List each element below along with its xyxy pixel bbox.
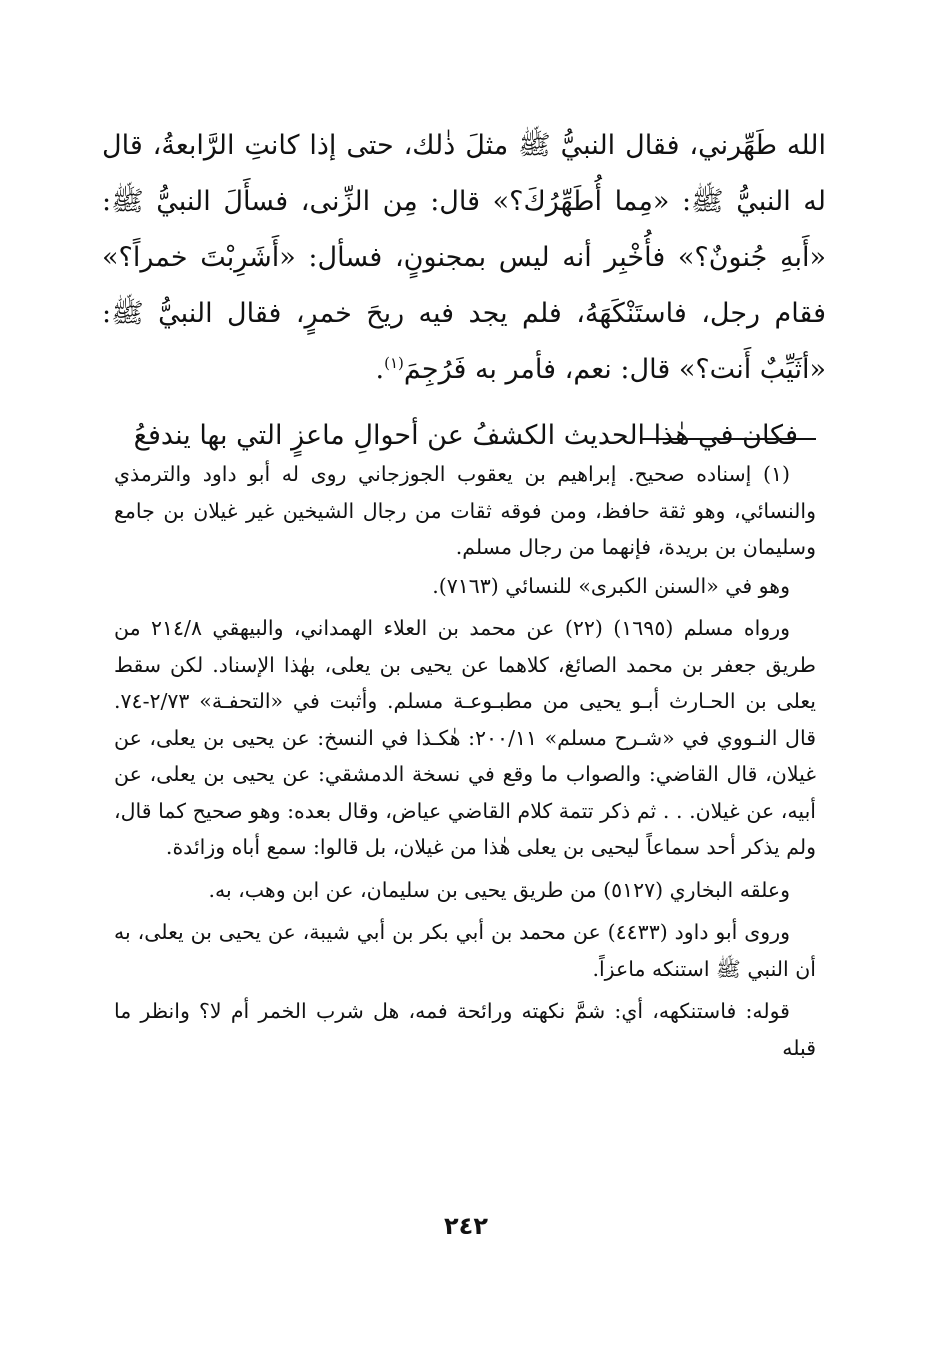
main-paragraph-1 (102, 118, 826, 398)
footnote-paragraph: ورواه مسلم (١٦٩٥) (٢٢) عن محمد بن العلاء الهمداني، والبيهقي ٢١٤/٨ من طريق جعفر بن محمد الصائغ، كلاهما عن يحيى بن يعلى، بهٰذا الإسناد. لكن سقط يعلى بن الحـارث أبـو يحيى من مطبـوعـة مسلم. وأثبت في «التحفـة» ٢/٧٣-٧٤. قال النـووي في «شـرح مسلم» ٢٠٠/١١: هٰكـذا في النسخ: عن يحيى بن يعلى، عن غيلان، قال القاضي: والصواب ما وقع في نسخة الدمشقي: عن يحيى بن يعلى، عن أبيه، عن غيلان. . . ثم ذكر تتمة كلام القاضي عياض، وقال بعده: وهو صحيح كما قال، ولم يذكر أحد سماعاً ليحيى بن يعلى هٰذا من غيلان، بل قالوا: سمع أباه وزائدة. (114, 616, 817, 859)
footnote-paragraph: وروى أبو داود (٤٤٣٣) عن محمد بن أبي بكر بن أبي شيبة، عن يحيى بن يعلى، به أن النبي ﷺ استنكه ماعزاً. (114, 920, 816, 981)
main-paragraph-2: فكان في هٰذا الحديث الكشفُ عن أحوالِ ماعزٍ التي بها يندفعُ (133, 420, 798, 451)
main-paragraph-1-text: الله طَهِّرني، فقال النبيُّ ﷺ مثلَ ذٰلك، حتى إذا كانتِ الرَّابعةُ، قال له النبيُّ ﷺ: «مِما أُطَهِّرُكَ؟» قال: مِن الزِّنى، فسأَلَ النبيُّ ﷺ: «أَبهِ جُنونٌ؟» فأُخْبِر أنه ليس بمجنونٍ، فسأل: «أَشَرِبْتَ خمراً؟» فقام رجل، فاستَنْكَهَهُ، فلم يجد فيه ريحَ خمرٍ، فقال النبيُّ ﷺ: «أثَيِّبٌ أَنت؟» قال: نعم، فأمر به فَرُجِمَ (102, 130, 826, 385)
footnote-paragraph: وعلقه البخاري (٥١٢٧) من طريق يحيى بن سليمان، عن ابن وهب، به. (208, 877, 790, 902)
footnote-1: (١) إسناده صحيح. إبراهيم بن يعقوب الجوزجاني روى له أبو داود والترمذي والنسائي، وهو ثقة حافظ، ومن فوقه ثقات من رجال الشيخين غير غيلان بن جامع وسليمان بن بريدة، فإنهما من رجال مسلم. (114, 462, 816, 559)
footnote-paragraph: قوله: فاستنكهه، أي: شمَّ نكهته ورائحة فمه، هل شرب الخمر أم لا؟ وانظر ما قبله (114, 999, 816, 1060)
page-number: ٢٤٢ (444, 1212, 488, 1240)
footnote-reference: (١) (384, 354, 404, 372)
main-text (102, 118, 826, 464)
footnote-paragraph: وهو في «السنن الكبرى» للنسائي (٧١٦٣). (432, 573, 790, 598)
main-paragraph-1-end: . (375, 354, 385, 385)
footnote-separator (640, 438, 816, 440)
footnotes (114, 456, 816, 1072)
